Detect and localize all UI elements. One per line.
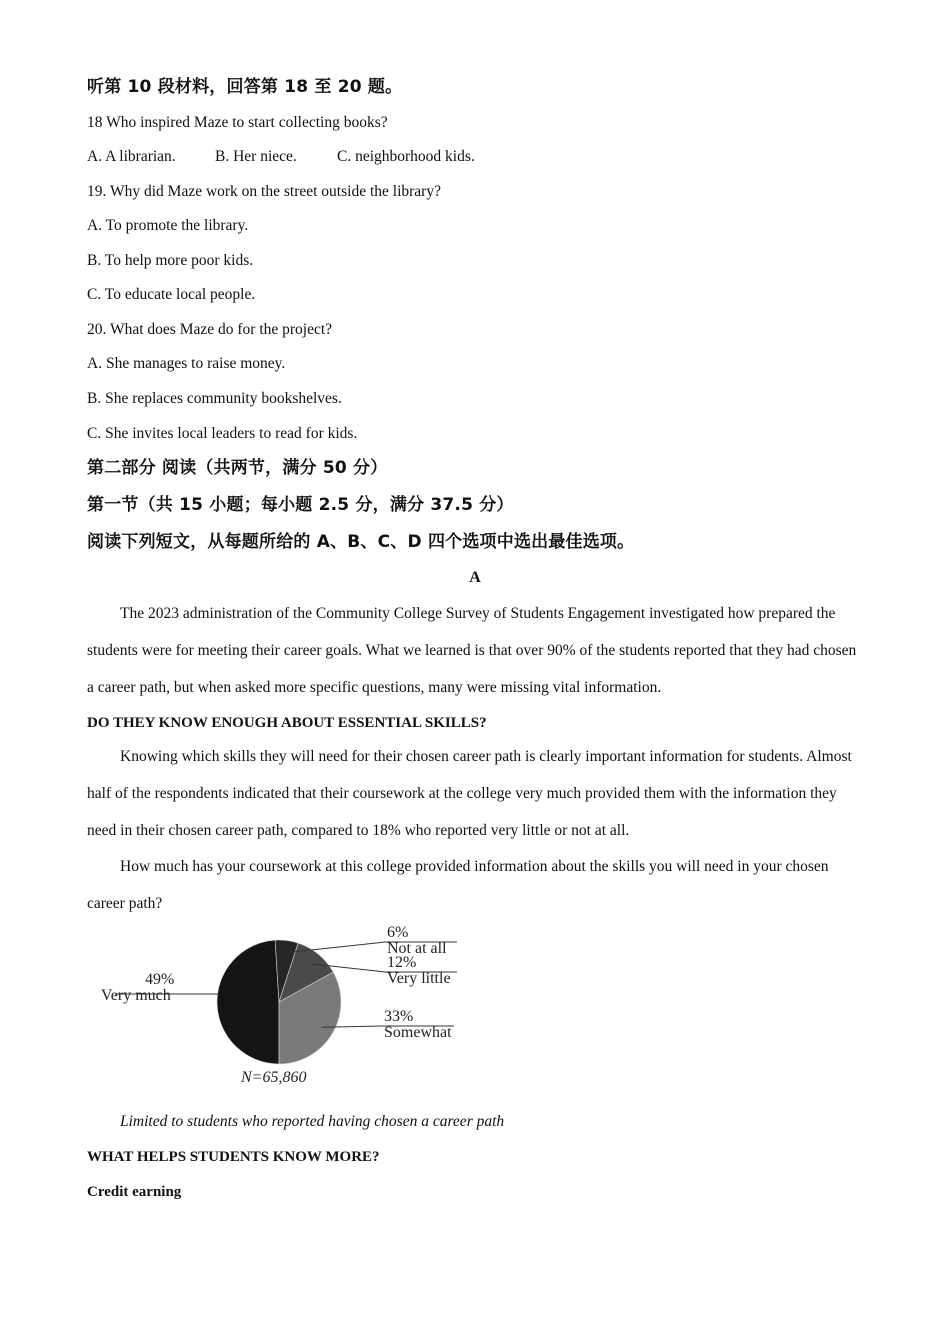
pie-percent-label: 33% [384,1008,414,1025]
career-skills-pie-chart [87,924,507,1092]
question-20-stem: 20. What does Maze do for the project? [87,321,333,338]
listening-heading: 听第 10 段材料，回答第 18 至 20 题。 [87,77,403,97]
reading-part-heading: 第二部分 阅读（共两节，满分 50 分） [87,458,388,478]
pie-percent-label: 12% [387,954,417,971]
question-19-option-b: B. To help more poor kids. [87,252,254,269]
passage-paragraph-2: Knowing which skills they will need for their chosen career path is clearly important information for students. Almost half of the respondents indicated that their coursework at the college very much provided them with the information they need in their chosen career path, compared to 18% who reported very little or not at all. [87,748,852,839]
subheading-what-helps: WHAT HELPS STUDENTS KNOW MORE? [87,1149,380,1165]
question-18-option-b: B. Her niece. [215,148,297,165]
sample-size-label: N=65,860 [241,1069,307,1086]
question-19-option-c: C. To educate local people. [87,286,256,303]
question-20-option-b: B. She replaces community bookshelves. [87,390,342,407]
pie-slices [217,940,341,1064]
question-20-option-a: A. She manages to raise money. [87,355,286,372]
question-18-option-a: A. A librarian. [87,148,176,165]
reading-section-heading: 第一节（共 15 小题；每小题 2.5 分，满分 37.5 分） [87,495,514,515]
pie-category-label: Very little [387,970,451,987]
question-18-options [87,147,475,167]
reading-instruction: 阅读下列短文，从每题所给的 A、B、C、D 四个选项中选出最佳选项。 [87,532,635,552]
pie-category-label: Not at all [387,940,447,957]
question-19-option-a: A. To promote the library. [87,217,249,234]
pie-percent-label: 49% [145,971,175,988]
pie-slice-very-much [217,940,279,1064]
pie-category-label: Somewhat [384,1024,452,1041]
pie-percent-label: 6% [387,924,409,941]
passage-paragraph-1: The 2023 administration of the Community College Survey of Students Engagement investigated how prepared the students were for meeting their career goals. What we learned is that over 90% of the students reported that they had chosen a career path, but when asked more specific questions, many were missing vital information. [87,605,857,696]
pie-category-label: Very much [101,987,171,1004]
question-19-stem: 19. Why did Maze work on the street outside the library? [87,183,441,200]
subheading-credit-earning: Credit earning [87,1184,182,1200]
question-18-option-c: C. neighborhood kids. [337,148,475,165]
question-18-stem: 18 Who inspired Maze to start collecting books? [87,114,388,131]
subheading-essential-skills: DO THEY KNOW ENOUGH ABOUT ESSENTIAL SKILLS? [87,715,487,731]
question-20-option-c: C. She invites local leaders to read for kids. [87,425,358,442]
passage-letter: A [469,569,481,586]
chart-caption: Limited to students who reported having chosen a career path [120,1113,505,1130]
passage-paragraph-3: How much has your coursework at this college provided information about the skills you will need in your chosen career path? [87,858,829,912]
